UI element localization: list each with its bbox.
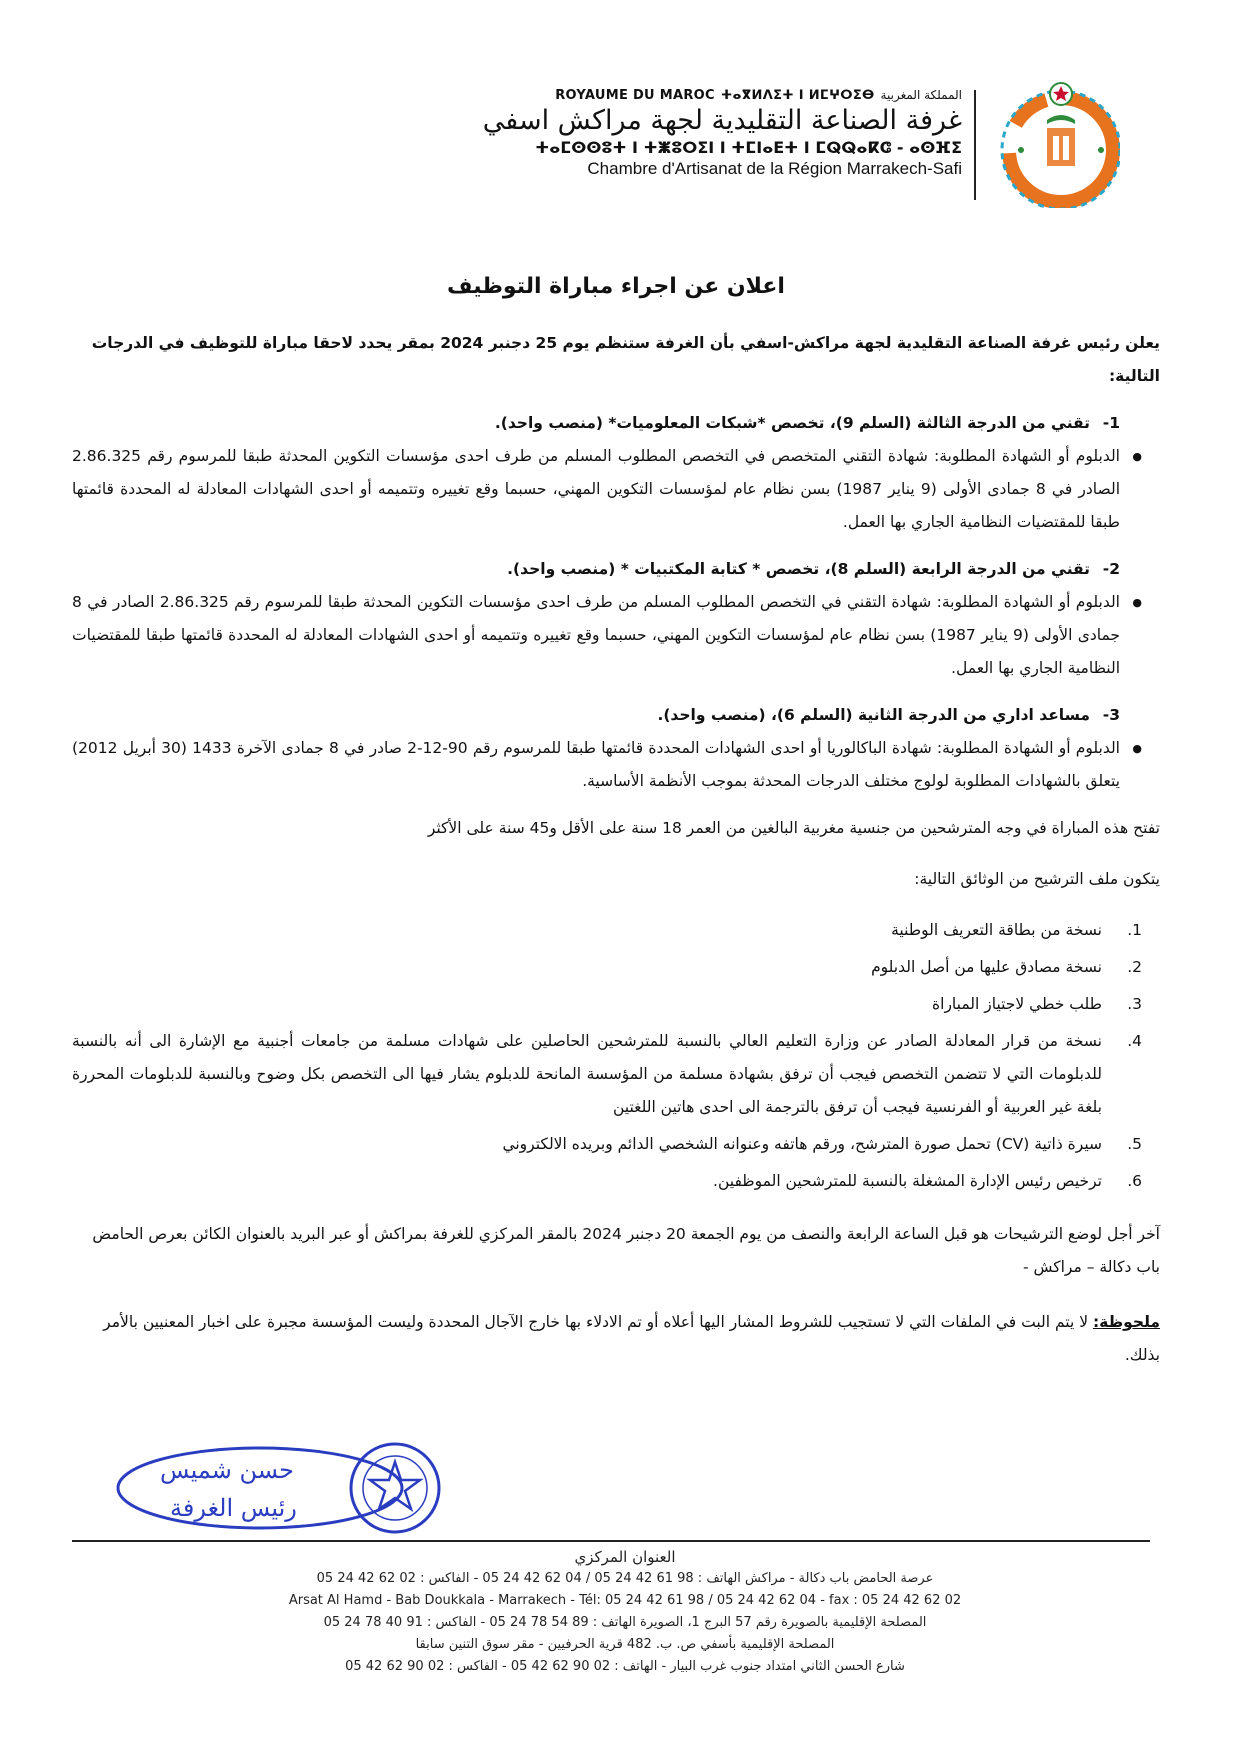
list-item-number: 5. [1127, 1135, 1142, 1153]
letterhead [480, 80, 1220, 220]
list-item-number: 1. [1127, 921, 1142, 939]
list-item-number: 2. [1127, 958, 1142, 976]
eligibility-paragraph: تفتح هذه المباراة في وجه المترشحين من جنسية مغربية البالغين من العمر 18 سنة على الأقل و45 سنة على الأكثر [427, 819, 1160, 837]
intro-paragraph: يعلن رئيس غرفة الصناعة التقليدية لجهة مراكش-اسفي بأن الغرفة ستنظم يوم 25 دجنبر 2024 بمقر يحدد لاحقا مباراة للتوظيف في الدرجات التالية: [91, 334, 1160, 385]
position-requirement: ● الدبلوم أو الشهادة المطلوبة: شهادة التقني في التخصص المطلوب المسلم من طرف احدى مؤسسات التكوين المحدثة طبقا للمرسوم رقم 2.86.325 الصادر في 8 جمادى الأولى (9 يناير 1987) بسن نظام عام لمؤسسات التكوين المهني، حسبما وقع تغييره وتتميمه أو احدى الشهادات المعادلة له المحددة قائمتها طبقا للمقتضيات النظامية الجاري بها العمل. [72, 586, 1160, 685]
position-heading [72, 699, 1160, 732]
list-item-text: طلب خطي لاجتياز المباراة [932, 995, 1102, 1013]
footer-line: المصلحة الإقليمية بالصويرة رقم 57 البرج 1، الصويرة الهاتف : 89 54 78 24 05 - الفاكس : 91 40 78 24 05 [323, 1615, 927, 1630]
position-number: 1- [1102, 414, 1120, 432]
documents-intro: يتكون ملف الترشيح من الوثائق التالية: [914, 870, 1160, 888]
list-item-number: 3. [1127, 995, 1142, 1013]
list-item-text: سيرة ذاتية (CV) تحمل صورة المترشح، ورقم هاتفه وعنوانه الشخصي الدائم وبريده الالكتروني [502, 1135, 1102, 1153]
list-item [72, 1165, 1160, 1198]
list-item-text: ترخيص رئيس الإدارة المشغلة بالنسبة للمترشحين الموظفين. [713, 1172, 1102, 1190]
position-title: مساعد اداري من الدرجة الثانية (السلم 6)، (منصب واحد). [657, 706, 1090, 724]
kingdom-tifinagh: ⵜⴰⴳⵍⴷⵉⵜ ⵏ ⵍⵎⵖⵔⵉⴱ [720, 88, 875, 103]
signatory-title: رئيس الغرفة [170, 1494, 297, 1522]
list-item [72, 951, 1160, 984]
page-title: اعلان عن اجراء مباراة التوظيف [447, 274, 785, 299]
footer-line: المصلحة الإقليمية بأسفي ص. ب. 482 قرية الحرفيين - مقر سوق التنين سابقا [415, 1637, 835, 1652]
position-requirement: ● الدبلوم أو الشهادة المطلوبة: شهادة الباكالوريا أو احدى الشهادات المحددة قائمتها طبقا للمرسوم رقم 90-12-2 صادر في 8 جمادى الآخرة 1433 (30 أبريل 2012) يتعلق بالشهادات المطلوبة لولوج مختلف الدرجات المحدثة بموجب الأنظمة الأساسية. [72, 732, 1160, 798]
footer-title: العنوان المركزي [574, 1548, 676, 1566]
list-item [72, 1128, 1160, 1161]
position-heading [72, 553, 1160, 586]
kingdom-line [482, 88, 962, 103]
footer-line: Arsat Al Hamd - Bab Doukkala - Marrakech - Tél: 05 24 42 61 98 / 05 24 42 62 04 - fax : 05 24 42 62 02 [288, 1593, 962, 1608]
footer-line: عرصة الحامض باب دكالة - مراكش الهاتف : 98 61 42 24 05 / 04 62 42 24 05 - الفاكس : 02 62 42 24 05 [316, 1571, 934, 1586]
position-number: 3- [1102, 706, 1120, 724]
chamber-logo-icon [997, 80, 1120, 208]
list-item-text: نسخة من بطاقة التعريف الوطنية [891, 921, 1102, 939]
position-1 [72, 407, 1160, 539]
signature-stamp [110, 1430, 470, 1550]
letterhead-text [482, 88, 962, 179]
chamber-name-ar: غرفة الصناعة التقليدية لجهة مراكش اسفي [482, 105, 962, 136]
position-heading [72, 407, 1160, 440]
chamber-name-tifinagh: ⵜⴰⵎⵙⵙⵓⵜ ⵏ ⵜⵥⵓⵔⵉⵏ ⵏ ⵜⵎⵏⴰⴹⵜ ⵏ ⵎⵕⵕⴰⴽⵛ - ⴰⵙⴼⵉ [535, 138, 962, 157]
note-label: ملحوظة: [1092, 1313, 1160, 1331]
position-number: 2- [1102, 560, 1120, 578]
documents-list [72, 914, 1160, 1198]
footer-line: شارع الحسن الثاني امتداد جنوب غرب البيار - الهاتف : 02 90 62 42 05 - الفاكس : 02 90 62 42 05 [345, 1659, 905, 1674]
kingdom-fr: ROYAUME DU MAROC [555, 88, 715, 103]
position-2 [72, 553, 1160, 685]
list-item [72, 914, 1160, 947]
kingdom-ar: المملكة المغربية [880, 88, 962, 102]
footer-address [200, 1546, 1050, 1678]
list-item-text: نسخة من قرار المعادلة الصادر عن وزارة التعليم العالي بالنسبة للمترشحين الحاصلين على شهادات مسلمة من جامعات أجنبية مع الإشارة الى أنه بالنسبة للدبلومات التي لا تتضمن التخصص فيجب أن ترفق بشهادة مسلمة من المؤسسة المانحة للدبلوم يشار فيها الى التخصص بكل وضوح وبالنسبة للدبلومات المحررة بلغة غير العربية أو الفرنسية فيجب أن ترفق بالترجمة الى احدى هاتين اللغتين [72, 1032, 1102, 1116]
list-item-text: نسخة مصادق عليها من أصل الدبلوم [871, 958, 1102, 976]
header-divider [974, 90, 976, 200]
signatory-name: حسن شميس [160, 1456, 294, 1484]
list-item-number: 6. [1127, 1172, 1142, 1190]
position-3 [72, 699, 1160, 798]
note-text: لا يتم البت في الملفات التي لا تستجيب للشروط المشار اليها أعلاه أو تم الادلاء بها خارج الآجال المحددة وليست المؤسسة مجبرة على اخبار المعنيين بالأمر بذلك. [103, 1313, 1160, 1364]
deadline-paragraph: آخر أجل لوضع الترشيحات هو قبل الساعة الرابعة والنصف من يوم الجمعة 20 دجنبر 2024 بالمقر المركزي للغرفة بمراكش أو عبر البريد بالعنوان الكائن بعرص الحامض باب دكالة – مراكش - [92, 1225, 1160, 1276]
chamber-name-fr: Chambre d'Artisanat de la Région Marrakech-Safi [587, 159, 962, 178]
position-title: تقني من الدرجة الثالثة (السلم 9)، تخصص *شبكات المعلوميات* (منصب واحد). [494, 414, 1090, 432]
list-item-number: 4. [1127, 1032, 1142, 1050]
note-paragraph [72, 1306, 1160, 1372]
announcement-body [72, 270, 1160, 1372]
footer-divider [72, 1540, 1150, 1542]
list-item [72, 988, 1160, 1021]
position-title: تقني من الدرجة الرابعة (السلم 8)، تخصص * كتابة المكتبيات * (منصب واحد). [507, 560, 1090, 578]
list-item [72, 1025, 1160, 1124]
position-requirement: ● الدبلوم أو الشهادة المطلوبة: شهادة التقني المتخصص في التخصص المطلوب المسلم من طرف احدى مؤسسات التكوين المحدثة طبقا للمرسوم رقم 2.86.325 الصادر في 8 جمادى الأولى (9 يناير 1987) بسن نظام عام لمؤسسات التكوين المهني، حسبما وقع تغييره وتتميمه أو احدى الشهادات المعادلة له المحددة قائمتها طبقا للمقتضيات النظامية الجاري بها العمل. [72, 440, 1160, 539]
